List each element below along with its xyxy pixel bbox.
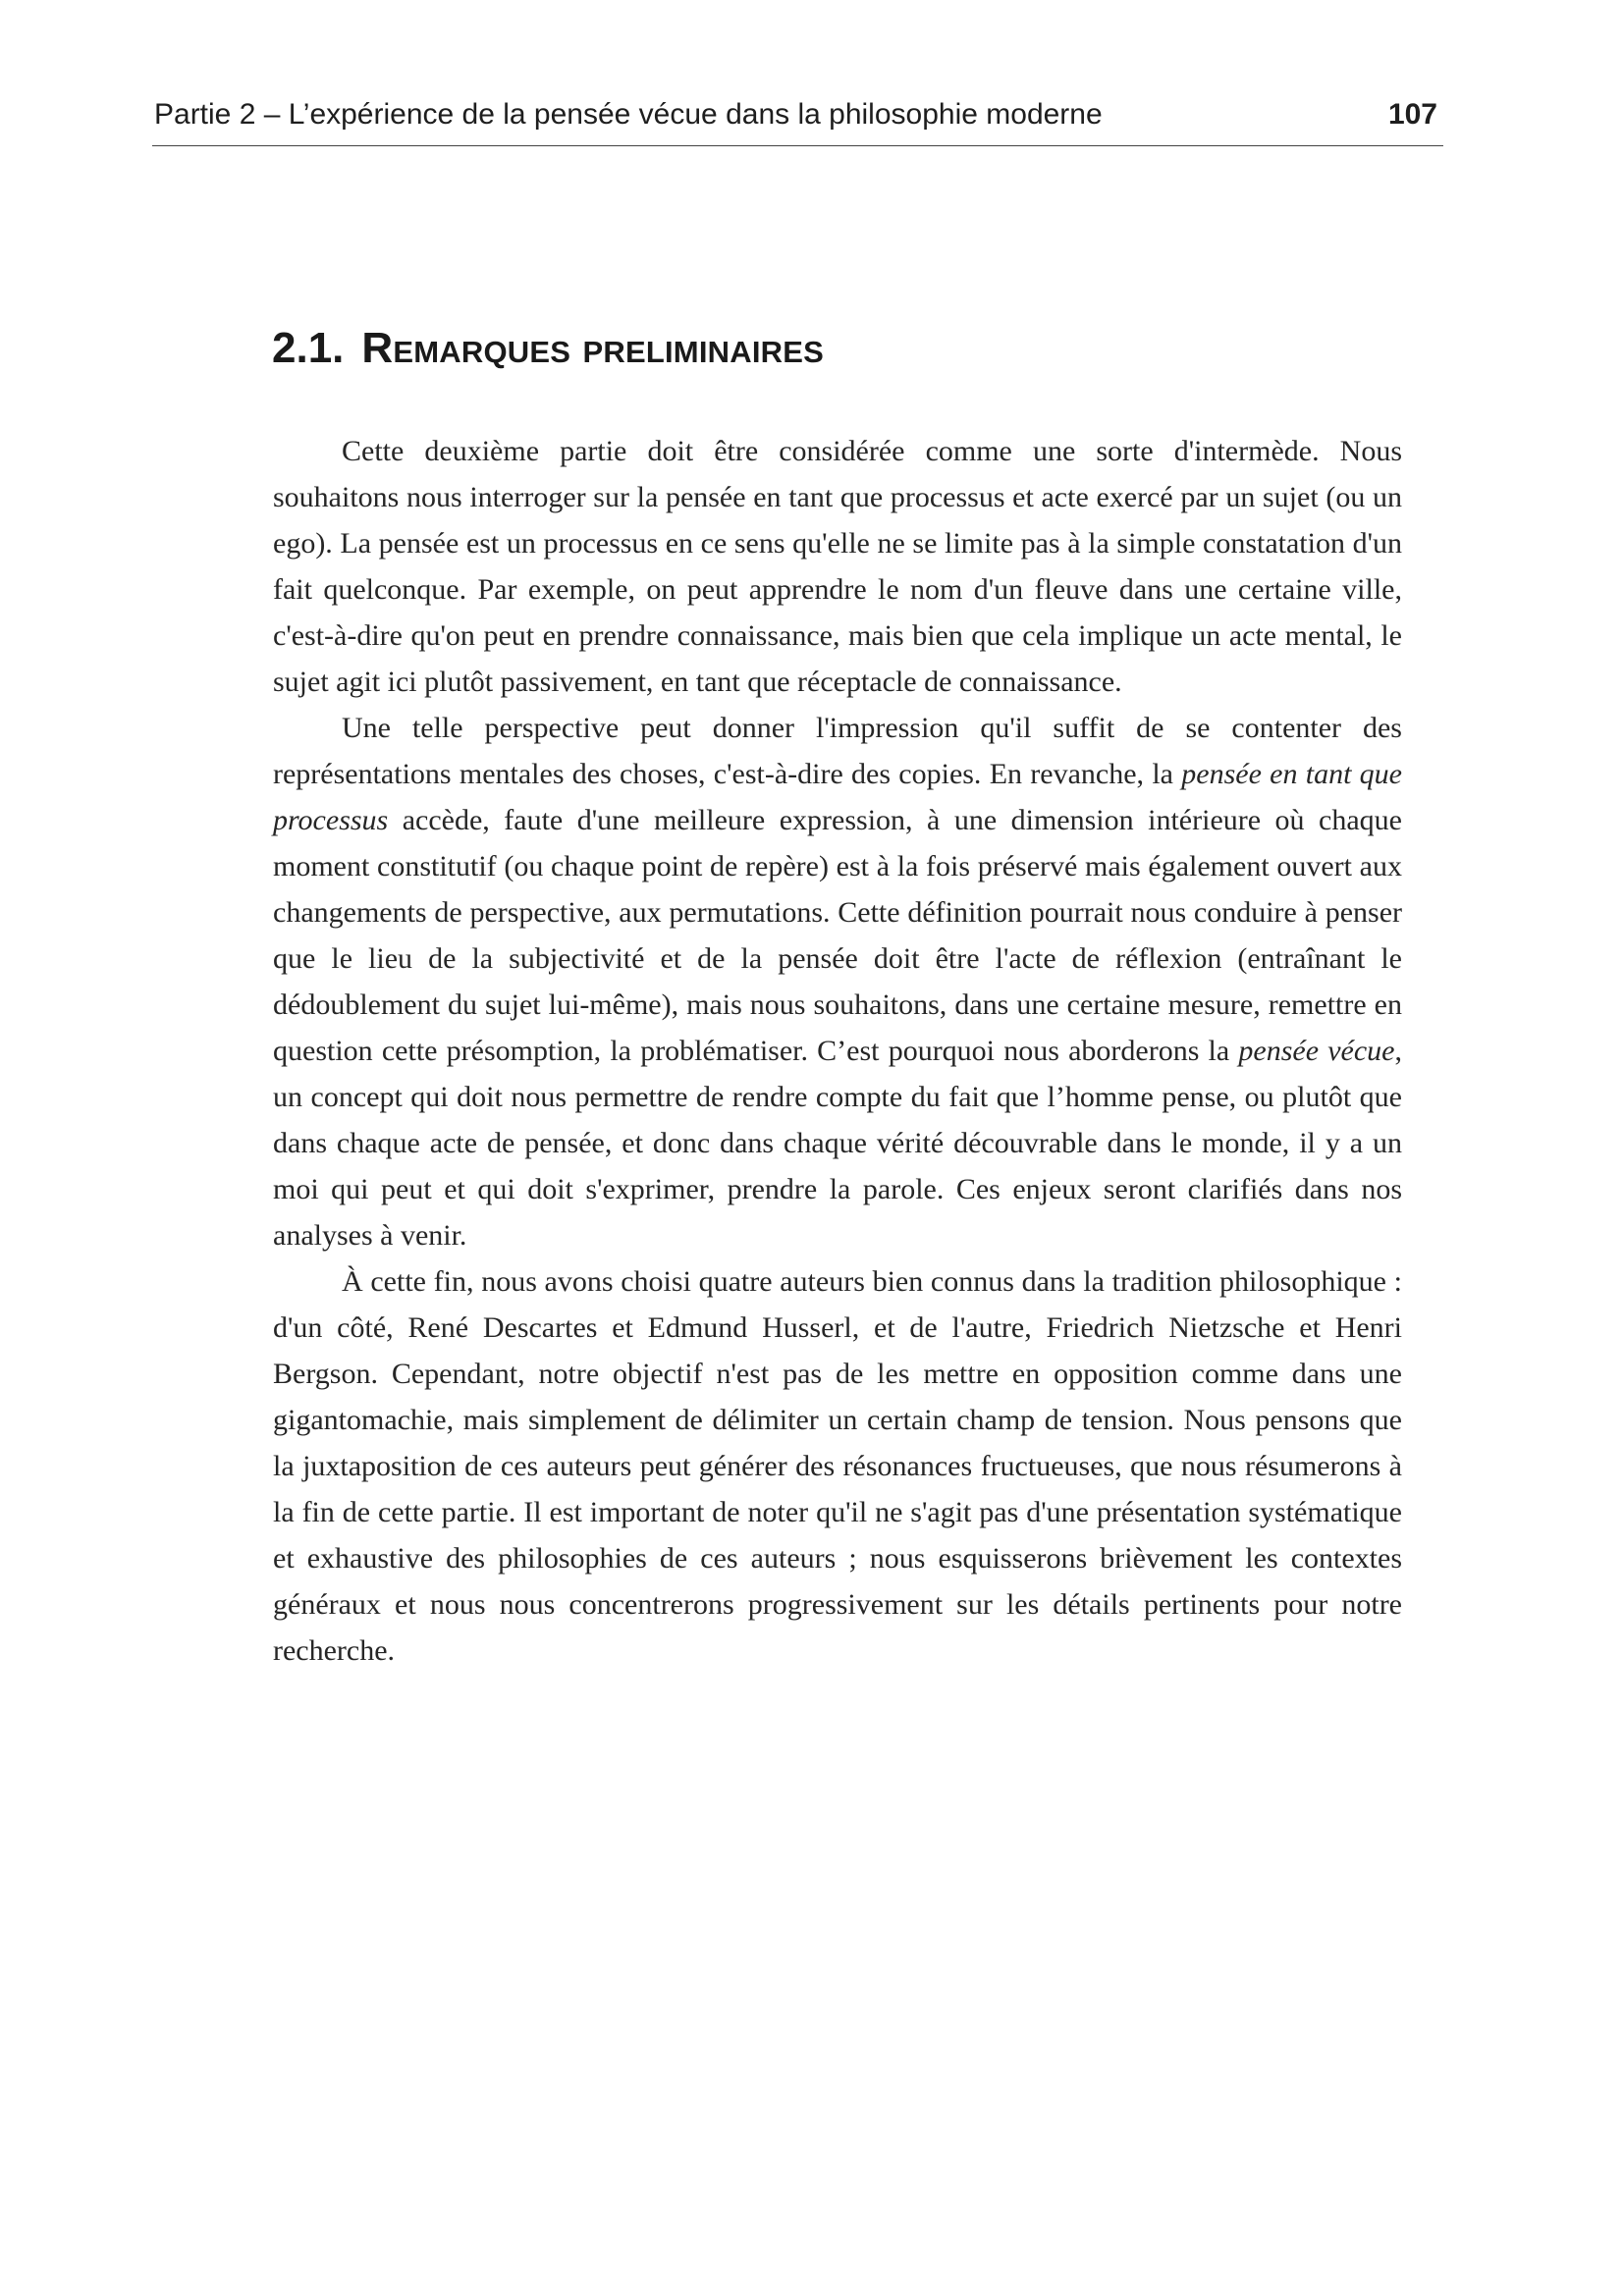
section-number: 2.1. [272, 324, 345, 372]
paragraph-3: À cette fin, nous avons choisi quatre auteurs bien connus dans la tradition philosophique : d'un côté, René Descartes et Edmund Husserl, et de l'autre, Friedrich Nietzsche et Henri Bergson. Cependant, notre objectif n'est pas de les mettre en opposition comme dans une gigantomachie, mais simplement de délimiter un certain champ de tension. Nous pensons que la juxtaposition de ces auteurs peut générer des résonances fructueuses, que nous résumerons à la fin de cette partie. Il est important de noter qu'il ne s'agit pas d'une présentation systématique et exhaustive des philosophies de ces auteurs ; nous esquisserons brièvement les contextes généraux et nous nous concentrerons progressivement sur les détails pertinents pour notre recherche. [273, 1265, 1402, 1667]
body-text [273, 428, 1402, 1674]
running-header [152, 94, 1443, 146]
running-header-title: Partie 2 – L’expérience de la pensée vécue dans la philosophie moderne [154, 98, 1103, 131]
emphasis-pensee-vecue: pensée vécue [1238, 1035, 1395, 1067]
emphasis-pensee-processus: pensée en tant que processus [273, 758, 1403, 836]
section-title: Remarques preliminaires [361, 324, 824, 372]
paragraph-2 [273, 705, 1402, 1258]
paragraph-2-part-2: accède, faute d'une meilleure expression, à une dimension intérieure où chaque moment constitutif (ou chaque point de repère) est à la fois préservé mais également ouvert aux changements de perspective, aux permutations. Cette définition pourrait nous conduire à penser que le lieu de la subjectivité et de la pensée doit être l'acte de réflexion (entraînant le dédoublement du sujet lui-même), mais nous souhaitons, dans une certaine mesure, remettre en question cette présomption, la problématiser. C’est pourquoi nous aborderons la [273, 804, 1402, 1067]
paragraph-2-part-1: Une telle perspective peut donner l'impression qu'il suffit de se contenter des représentations mentales des choses, c'est-à-dire des copies. En revanche, la [273, 712, 1402, 790]
paragraph-2-part-3: , un concept qui doit nous permettre de rendre compte du fait que l’homme pense, ou plutôt que dans chaque acte de pensée, et donc dans chaque vérité découvrable dans le monde, il y a un moi qui peut et qui doit s'exprimer, prendre la parole. Ces enjeux seront clarifiés dans nos analyses à venir. [273, 1035, 1402, 1252]
paragraph-1: Cette deuxième partie doit être considérée comme une sorte d'intermède. Nous souhaitons nous interroger sur la pensée en tant que processus et acte exercé par un sujet (ou un ego). La pensée est un processus en ce sens qu'elle ne se limite pas à la simple constatation d'un fait quelconque. Par exemple, on peut apprendre le nom d'un fleuve dans une certaine ville, c'est-à-dire qu'on peut en prendre connaissance, mais bien que cela implique un acte mental, le sujet agit ici plutôt passivement, en tant que réceptacle de connaissance. [273, 435, 1402, 698]
section-heading [272, 324, 824, 373]
page-number: 107 [1387, 98, 1437, 131]
